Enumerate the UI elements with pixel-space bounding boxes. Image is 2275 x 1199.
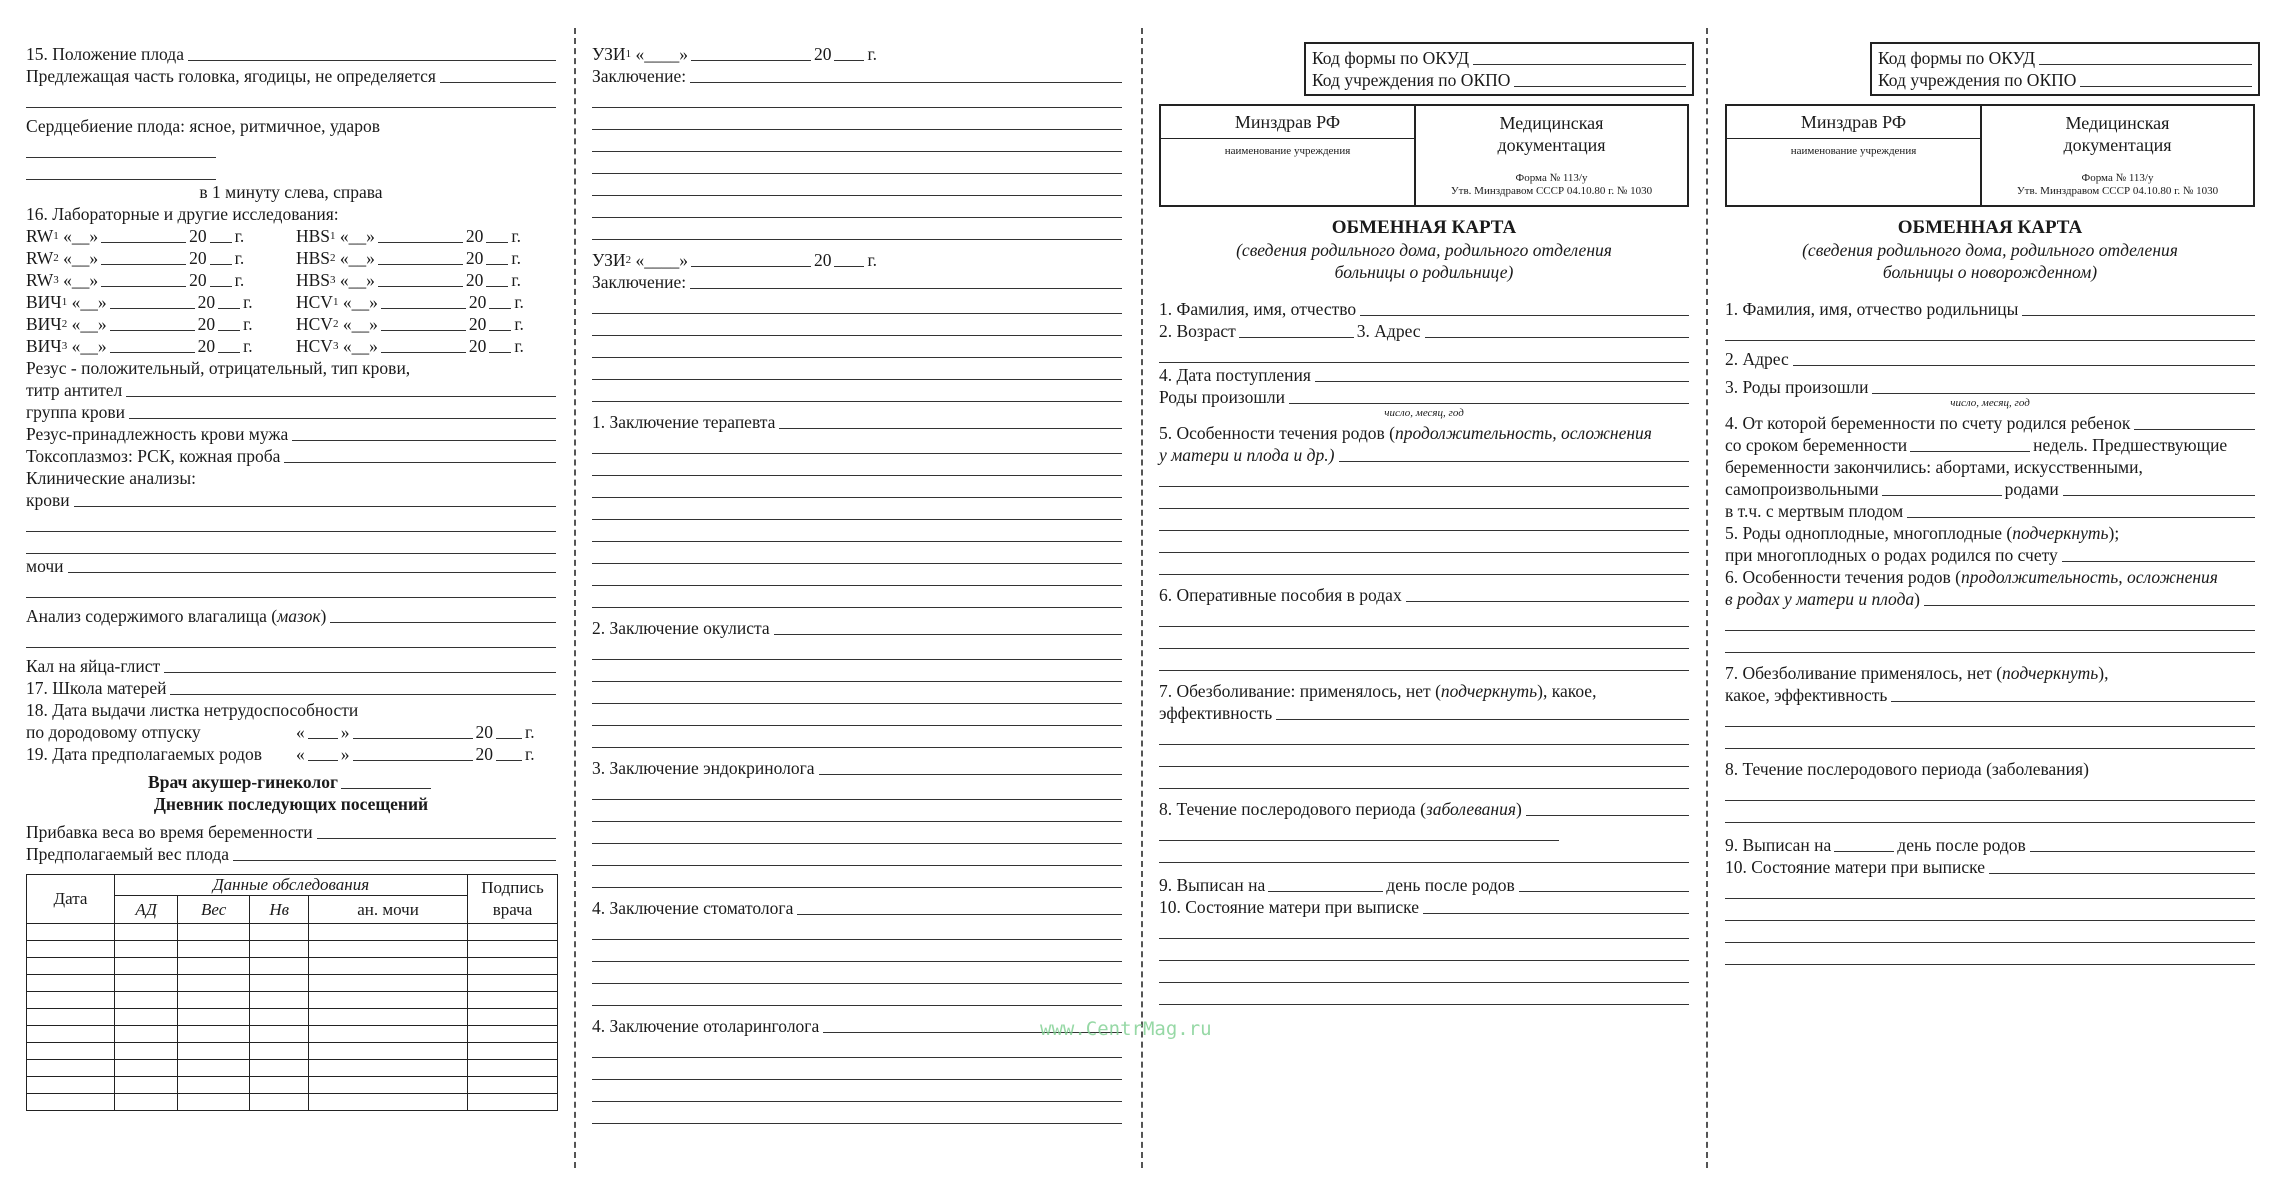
blank-line[interactable] [592, 476, 1122, 498]
blank-line[interactable] [1159, 819, 1559, 841]
blank-line[interactable] [1159, 465, 1689, 487]
blank-line[interactable] [26, 86, 556, 108]
rh-label: Резус - положительный, отрицательный, тип крови, [26, 358, 411, 378]
approved-label: Утв. Минздравом СССР 04.10.80 г. № 1030 [1450, 185, 1653, 197]
okud-field[interactable]: Код формы по ОКУД [1878, 46, 2252, 68]
table-row[interactable] [27, 941, 558, 958]
blank-line[interactable] [592, 498, 1122, 520]
approved-label: Утв. Минздравом СССР 04.10.80 г. № 1030 [2016, 185, 2219, 197]
date-hint: число, месяц, год [1384, 407, 1464, 419]
blank-line[interactable] [1159, 509, 1689, 531]
blank-line[interactable] [1159, 605, 1689, 627]
card-subtitle: (сведения родильного дома, родильного отделения [1802, 240, 2178, 260]
card-subtitle: (сведения родильного дома, родильного отделения [1236, 240, 1612, 260]
labor-features-field[interactable]: в родах у матери и плода ) [1725, 587, 2255, 609]
blank-line[interactable] [1725, 779, 2255, 801]
blank-line[interactable] [1159, 983, 1689, 1005]
discharge-state-field[interactable]: 10. Состояние матери при выписке [1159, 895, 1689, 917]
blank-line[interactable] [1725, 631, 2255, 653]
blank-line[interactable] [592, 800, 1122, 822]
operations-field[interactable]: 6. Оперативные пособия в родах [1159, 583, 1689, 605]
vaginal-analysis-field[interactable]: Анализ содержимого влагалища ( мазок ) [26, 604, 556, 626]
okpo-field[interactable]: Код учреждения по ОКПО [1312, 68, 1686, 90]
blank-line[interactable] [1159, 745, 1689, 767]
mothers-school-field[interactable]: 17. Школа матерей [26, 676, 556, 698]
blank-line[interactable] [592, 1058, 1122, 1080]
blank-line[interactable] [592, 660, 1122, 682]
table-row[interactable] [27, 1043, 558, 1060]
med-doc-label2: документация [2063, 135, 2172, 155]
admission-date-field[interactable]: 4. Дата поступления [1159, 363, 1689, 385]
urine-analysis-field[interactable]: мочи [26, 554, 556, 576]
form-number: Форма № 113/у [2081, 172, 2154, 184]
blank-line[interactable] [1159, 841, 1689, 863]
blank-line[interactable] [592, 218, 1122, 240]
sick-leave-label: 18. Дата выдачи листка нетрудоспособности [26, 700, 359, 720]
okpo-field[interactable]: Код учреждения по ОКПО [1878, 68, 2252, 90]
toxoplasmosis-field[interactable]: Токсоплазмоз: РСК, кожная проба [26, 444, 556, 466]
blank-line[interactable] [592, 586, 1122, 608]
heartbeat-label: Сердцебиение плода: ясное, ритмичное, ударов [26, 116, 380, 136]
blank-line[interactable] [592, 542, 1122, 564]
presenting-part-label: Предлежащая часть головка, ягодицы, не определяется [26, 66, 436, 86]
med-doc-label: Медицинская [2065, 113, 2170, 133]
antibody-titer-field[interactable]: титр антител [26, 378, 556, 400]
blank-line[interactable] [26, 510, 556, 532]
watermark: www.CentrMag.ru [1040, 1018, 1212, 1040]
fetal-position-field[interactable] [26, 42, 556, 64]
blank-line[interactable] [1725, 921, 2255, 943]
blank-line[interactable] [592, 778, 1122, 800]
fio-field[interactable]: 1. Фамилия, имя, отчество [1159, 297, 1689, 319]
pregnancy-number-field[interactable]: 4. От которой беременности по счету родился ребенок [1725, 411, 2255, 433]
oculist-field[interactable]: 2. Заключение окулиста [592, 616, 1122, 638]
uzi2-field[interactable]: УЗИ 2 «____» 20 г. [592, 250, 878, 270]
lab-row[interactable]: RW 1 «__» 20 г. HBS 1 «__» 20 г. [26, 226, 522, 246]
blank-line[interactable] [592, 520, 1122, 542]
blank-line[interactable] [592, 564, 1122, 586]
ministry-label: Минздрав РФ [1161, 106, 1414, 139]
table-row[interactable] [27, 1094, 558, 1111]
code-box [1870, 42, 2260, 96]
blank-line[interactable] [1725, 899, 2255, 921]
blank-line[interactable] [26, 532, 556, 554]
dentist-field[interactable]: 4. Заключение стоматолога [592, 896, 1122, 918]
table-row[interactable] [27, 924, 558, 941]
blank-line[interactable] [592, 638, 1122, 660]
blank-line[interactable] [592, 454, 1122, 476]
lab-row[interactable]: ВИЧ 2 «__» 20 г. HCV 2 «__» 20 г. [26, 314, 524, 334]
blank-line[interactable] [592, 726, 1122, 748]
blank-line[interactable] [1159, 939, 1689, 961]
mother-fio-field[interactable]: 1. Фамилия, имя, отчество родильницы [1725, 297, 2255, 319]
blank-line[interactable] [592, 918, 1122, 940]
blank-line[interactable] [592, 822, 1122, 844]
uzi2-conclusion-field[interactable]: Заключение: [592, 270, 1122, 292]
institution-label: наименование учреждения [1224, 145, 1351, 157]
spontaneous-field[interactable]: самопроизвольными родами [1725, 477, 2255, 499]
card-title: ОБМЕННАЯ КАРТА [1331, 217, 1517, 238]
labor-features-field[interactable]: у матери и плода и др.) [1159, 443, 1689, 465]
fetal-position-label: 15. Положение плода [26, 44, 184, 64]
husband-rh-field[interactable]: Резус-принадлежность крови мужа [26, 422, 556, 444]
blank-line[interactable] [1159, 487, 1689, 509]
blank-line[interactable] [1159, 531, 1689, 553]
table-row[interactable] [27, 1077, 558, 1094]
panel-exchange-card-newborn [1725, 42, 2255, 1162]
prev-pregnancies-label: беременности закончились: абортами, искусственными, [1725, 457, 2143, 477]
lab-row[interactable]: RW 2 «__» 20 г. HBS 2 «__» 20 г. [26, 248, 522, 268]
prenatal-leave-field[interactable]: по дородовому отпуску « » 20 г. [26, 722, 535, 742]
table-row[interactable] [27, 958, 558, 975]
therapist-field[interactable]: 1. Заключение терапевта [592, 410, 1122, 432]
blank-line[interactable] [592, 962, 1122, 984]
anesthesia-label: 7. Обезболивание: применялось, нет ( подчеркнуть ), какое, [1159, 681, 1597, 701]
blank-line[interactable] [1159, 341, 1689, 363]
form-header [1159, 104, 1689, 207]
clinical-heading: Клинические анализы: [26, 468, 196, 488]
lab-row[interactable]: ВИЧ 1 «__» 20 г. HCV 1 «__» 20 г. [26, 292, 524, 312]
blank-line[interactable] [1725, 943, 2255, 965]
blank-line[interactable] [1725, 319, 2255, 341]
anesthesia-field[interactable]: эффективность [1159, 701, 1689, 723]
blank-line[interactable] [592, 1102, 1122, 1124]
okud-field[interactable]: Код формы по ОКУД [1312, 46, 1686, 68]
blank-line[interactable] [1159, 917, 1689, 939]
labs-heading: 16. Лабораторные и другие исследования: [26, 204, 339, 224]
endocrinologist-field[interactable]: 3. Заключение эндокринолога [592, 756, 1122, 778]
fetal-weight-field[interactable]: Предполагаемый вес плода [26, 842, 556, 864]
panel-consultations [592, 42, 1122, 1162]
weight-gain-field[interactable]: Прибавка веса во время беременности [26, 820, 556, 842]
code-box [1304, 42, 1694, 96]
postpartum-label: 8. Течение послеродового периода (заболевания) [1725, 759, 2089, 779]
card-subtitle2: больницы о родильнице) [1334, 262, 1514, 282]
blank-line[interactable] [592, 196, 1122, 218]
blank-line[interactable] [26, 158, 216, 180]
table-row[interactable] [27, 975, 558, 992]
uzi1-conclusion-field[interactable]: Заключение: [592, 64, 1122, 86]
ministry-label: Минздрав РФ [1727, 106, 1980, 139]
birth-date-field[interactable]: 3. Роды произошли [1725, 375, 2255, 397]
card-title: ОБМЕННАЯ КАРТА [1897, 217, 2083, 238]
blank-line[interactable] [592, 984, 1122, 1006]
blank-line[interactable] [1159, 723, 1689, 745]
form-header [1725, 104, 2255, 207]
blank-line[interactable] [592, 866, 1122, 888]
discharge-state-field[interactable]: 10. Состояние матери при выписке [1725, 855, 2255, 877]
blank-line[interactable] [592, 682, 1122, 704]
panel-exchange-card-mother [1159, 42, 1689, 1162]
ent-field[interactable]: 4. Заключение отоларинголога [592, 1014, 1122, 1036]
blank-line[interactable] [1725, 609, 2255, 631]
blank-line[interactable] [1725, 877, 2255, 899]
lab-row[interactable]: ВИЧ 3 «__» 20 г. HCV 3 «__» 20 г. [26, 336, 524, 356]
form-number: Форма № 113/у [1515, 172, 1588, 184]
ad-header: АД [115, 896, 178, 924]
blank-line[interactable] [592, 940, 1122, 962]
blank-line[interactable] [592, 314, 1122, 336]
blank-line[interactable] [592, 336, 1122, 358]
labor-features-label: 6. Особенности течения родов ( продолжительность, осложнения [1725, 567, 2218, 587]
blank-line[interactable] [1159, 649, 1689, 671]
diary-heading: Дневник последующих посещений [153, 794, 429, 814]
blank-line[interactable] [1159, 553, 1689, 575]
weight-header: Вес [178, 896, 250, 924]
date-hint: число, месяц, год [1950, 397, 2030, 409]
discharge-day-field[interactable]: 9. Выписан на день после родов [1725, 833, 2255, 855]
panel-prenatal [26, 42, 556, 1162]
blank-line[interactable] [592, 844, 1122, 866]
blank-line[interactable] [592, 292, 1122, 314]
institution-label: наименование учреждения [1790, 145, 1917, 157]
lab-row[interactable]: RW 3 «__» 20 г. HBS 3 «__» 20 г. [26, 270, 522, 290]
feces-field[interactable]: Кал на яйца-глист [26, 654, 556, 676]
blank-line[interactable] [26, 626, 556, 648]
visits-table [26, 874, 558, 1111]
per-minute-label: в 1 минуту слева, справа [199, 182, 383, 202]
blank-line[interactable] [1725, 705, 2255, 727]
blank-line[interactable] [592, 174, 1122, 196]
hb-header: Нв [250, 896, 309, 924]
blank-line[interactable] [1159, 767, 1689, 789]
discharge-day-field[interactable]: 9. Выписан на день после родов [1159, 873, 1689, 895]
med-doc-label2: документация [1497, 135, 1606, 155]
age-address-field[interactable]: 2. Возраст 3. Адрес [1159, 319, 1689, 341]
table-row[interactable] [27, 1009, 558, 1026]
urine-header: ан. мочи [309, 896, 468, 924]
anesthesia-label: 7. Обезболивание применялось, нет ( подчеркнуть ), [1725, 663, 2109, 683]
blank-line[interactable] [592, 1080, 1122, 1102]
blank-line[interactable] [1159, 627, 1689, 649]
birth-order-field[interactable]: при многоплодных о родах родился по счету [1725, 543, 2255, 565]
blank-line[interactable] [592, 108, 1122, 130]
blank-line[interactable] [592, 130, 1122, 152]
stillborn-field[interactable]: в т.ч. с мертвым плодом [1725, 499, 2255, 521]
birth-date-field[interactable]: Роды произошли [1159, 385, 1689, 407]
multiple-birth-label: 5. Роды одноплодные, многоплодные ( подчеркнуть ); [1725, 523, 2120, 543]
address-field[interactable]: 2. Адрес [1725, 347, 2255, 369]
blank-line[interactable] [26, 576, 556, 598]
blood-analysis-field[interactable]: крови [26, 488, 556, 510]
gestation-field[interactable]: со сроком беременности недель. Предшествующие [1725, 435, 2228, 455]
blank-line[interactable] [592, 358, 1122, 380]
blood-group-field[interactable]: группа крови [26, 400, 556, 422]
due-date-field[interactable]: 19. Дата предполагаемых родов « » 20 г. [26, 744, 535, 764]
date-header: Дата [27, 875, 115, 924]
blank-line[interactable] [1725, 801, 2255, 823]
postpartum-field[interactable]: 8. Течение послеродового периода ( заболевания ) [1159, 797, 1689, 819]
uzi1-field[interactable]: УЗИ 1 «____» 20 г. [592, 44, 878, 64]
blank-line[interactable] [592, 704, 1122, 726]
exam-header: Данные обследования [115, 875, 468, 896]
blank-line[interactable] [592, 86, 1122, 108]
med-doc-label: Медицинская [1499, 113, 1604, 133]
blank-line[interactable] [592, 380, 1122, 402]
card-subtitle2: больницы о новорожденном) [1882, 262, 2098, 282]
anesthesia-field[interactable]: какое, эффективность [1725, 683, 2255, 705]
table-row[interactable] [27, 1026, 558, 1043]
blank-line[interactable] [26, 136, 216, 158]
labor-features-label: 5. Особенности течения родов ( продолжительность, осложнения [1159, 423, 1652, 443]
sign-header: Подпись врача [468, 875, 558, 924]
blank-line[interactable] [592, 152, 1122, 174]
blank-line[interactable] [1725, 727, 2255, 749]
table-row[interactable] [27, 1060, 558, 1077]
labs-list [26, 224, 556, 356]
blank-line[interactable] [1159, 961, 1689, 983]
table-row[interactable] [27, 992, 558, 1009]
presenting-part-field[interactable] [26, 64, 556, 86]
doctor-field[interactable]: Врач акушер-гинеколог [26, 770, 556, 792]
blank-line[interactable] [592, 432, 1122, 454]
